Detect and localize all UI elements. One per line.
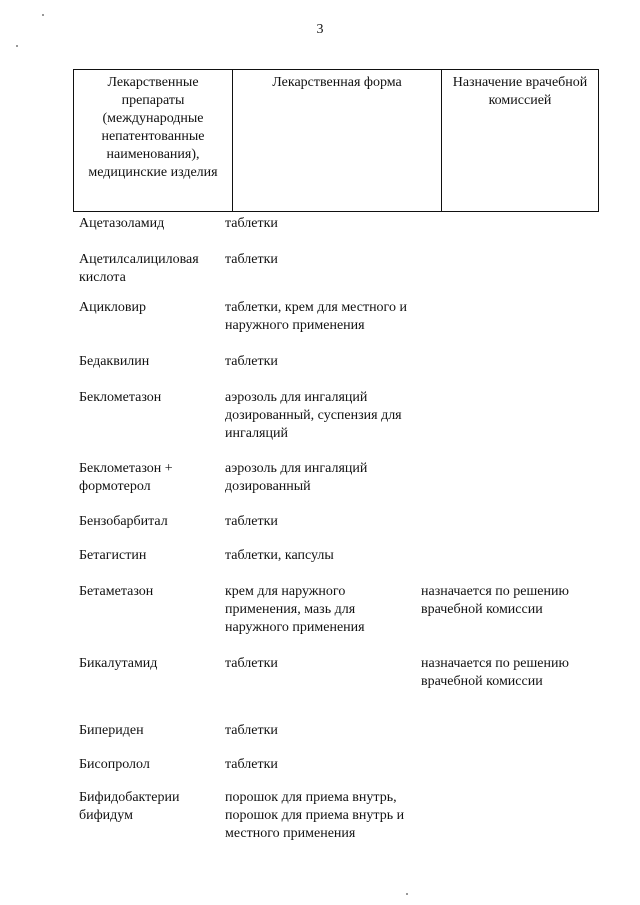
drug-name: Беклометазон [79,390,162,405]
drug-form: таблетки, крем для местного и наружного применения [225,300,407,333]
drug-form: крем для наружного применения, мазь для наружного применения [225,584,365,635]
drug-name: Бетагистин [79,548,147,563]
drug-form: таблетки [225,656,278,671]
table-header [73,69,599,212]
drug-form: таблетки [225,757,278,772]
drug-form: таблетки, капсулы [225,548,334,563]
header-form: Лекарственная форма [233,70,442,212]
drug-name: Бетаметазон [79,584,154,599]
table-row [79,547,579,583]
scan-speck [42,14,44,16]
drug-form: таблетки [225,354,278,369]
table-row [79,655,579,722]
table-row [79,299,579,353]
table-row [79,513,579,547]
drug-list [79,215,579,849]
table-row [79,215,579,251]
drug-name: Беклометазон + формотерол [79,461,173,494]
drug-name: Бипериден [79,723,144,738]
table-row [79,756,579,789]
page-number: 3 [316,22,324,37]
drug-form: аэрозоль для ингаляций дозированный, суспензия для ингаляций [225,390,402,441]
drug-name: Бедаквилин [79,354,150,369]
drug-name: Бикалутамид [79,656,158,671]
table-row [79,789,579,849]
scan-speck [16,45,18,47]
table-row [79,389,579,460]
drug-note: назначается по решению врачебной комиссии [421,584,569,617]
drug-name: Бифидобактерии бифидум [79,790,180,823]
drug-name: Ацикловир [79,300,146,315]
table-row [79,583,579,655]
header-prescription: Назначение врачебной комиссией [442,70,599,212]
header-row [74,70,599,212]
table-row [79,251,579,299]
table-row [79,722,579,756]
drug-name: Бензобарбитал [79,514,168,529]
scan-speck [406,893,408,895]
drug-note: назначается по решению врачебной комиссии [421,656,569,689]
drug-name: Ацетилсалициловая кислота [79,252,199,285]
drug-form: таблетки [225,514,278,529]
header-drugs: Лекарственные препараты (международные непатентованные наименования), медицинские изделия [74,70,233,212]
table-row [79,460,579,513]
drug-form: таблетки [225,723,278,738]
table-row [79,353,579,389]
drug-form: таблетки [225,216,278,231]
drug-form: порошок для приема внутрь, порошок для приема внутрь и местного применения [225,790,405,841]
drug-form: таблетки [225,252,278,267]
drug-name: Ацетазоламид [79,216,165,231]
drug-name: Бисопролол [79,757,150,772]
drug-form: аэрозоль для ингаляций дозированный [225,461,368,494]
